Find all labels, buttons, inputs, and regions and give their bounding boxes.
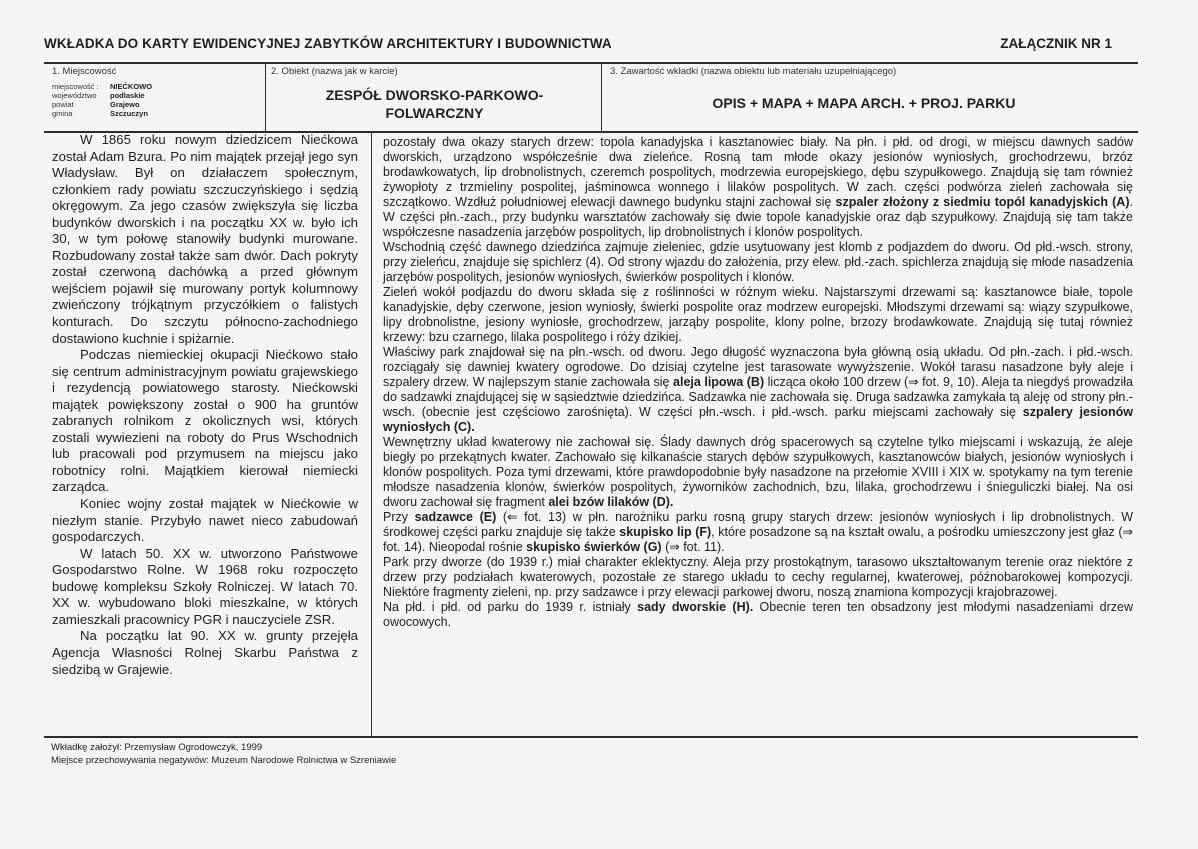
author-line: Wkładkę założył: Przemysław Ogrodowczyk, 1999 (51, 742, 263, 753)
text-run: , które posadzone są na kształt owalu, a pośrodku umieszczony jest głaz (⇒ fot. 14). Nieopodal rośnie (383, 525, 1134, 554)
history-paragraph: Podczas niemieckiej okupacji Niećkowo stało się centrum administracyjnym powiatu grajewskiego i rezydencją powiatowego starosty. Niećkowski majątek powiększony został o 900 ha gruntów zabranych rolnikom z okolicznych wsi, których zostali wywiezieni na roboty do Prus Wschodnich lub pracowali pod przymusem na miejscu jako robotnicy rolni. Majątkiem kierował niemiecki zarządca. (52, 347, 358, 495)
location-row (52, 82, 152, 91)
annex-label: ZAŁĄCZNIK NR 1 (1000, 36, 1112, 51)
park-paragraph (383, 240, 1133, 285)
text-run: Zieleń wokół podjazdu do dworu składa się z roślinności w różnym wieku. Najstarszymi drzewami są: kasztanowce białe, topole kanadyjskie, dęby czerwone, jesion wyniosły, świerki pospolite oraz modrzew europejski. Młodszymi drzewami są: wiązy szypułkowe, lipy drobnolistne, jesiony wyniosłe, grochodrzew, jarząby pospolite, klony polne, brzozy brodawkowate. Znajdują się tutaj również krzewy: bzu czarnego, lilaka pospolitego i róży dzikiej. (383, 285, 1133, 344)
box3-label: 3. Zawartość wkładki (nazwa obiektu lub materiału uzupełniającego) (610, 66, 897, 77)
text-run: Park przy dworze (do 1939 r.) miał charakter eklektyczny. Aleja przy prostokątnym, tarasowo ukształtowanym terenie oraz niektóre z drzew przy podziałach kwaterowych, pozostałe ze starego układu to cechy regularnej, kwaterowej, późnobarokowej kompozycji. Niektóre fragmenty zieleni, np. przy sadzawce i przy elewacji parkowej dworu, noszą znamiona kompozycji krajobrazowej. (383, 555, 1133, 599)
highlighted-feature: skupisko lip (F) (619, 525, 712, 539)
location-key: województwo (52, 91, 97, 100)
text-run: licząca około 100 drzew (⇒ fot. 9, 10). Aleja ta niegdyś prowadziła do sadzawki znajdującej się w sąsiedztwie dziedzińca. Sadzawka nie zachowała się. Druga sadzawka zamykała tą aleję od strony płn.-wsch. (obecnie jest częściowo zarośnięta). W części płn.-wsch. i płd.-wsch. parku miejscami zachowały się (383, 375, 1133, 419)
insert-contents: OPIS + MAPA + MAPA ARCH. + PROJ. PARKU (712, 95, 1016, 111)
location-key: powiat (52, 100, 74, 109)
history-paragraph: W latach 50. XX w. utworzono Państwowe Gospodarstwo Rolne. W 1968 roku rozpoczęto budowę kompleksu Szkoły Rolniczej. W latach 70. XX w. wybudowano bloki mieszkalne, w których zamieszkali pracownicy PGR i nauczyciele ZSR. (52, 545, 358, 627)
text-run: Właściwy park znajdował się na płn.-wsch. od dworu. Jego długość wyznaczona była główną osią układu. Od płn.-zach. i płd.-wsch. rozciągały się dawniej kwatery ogrodowe. Do dzisiaj czytelne jest tarasowate wywyższenie. Wokół tarasu nasadzone były aleje i szpalery drzew. W najlepszym stanie zachowała się (383, 345, 1133, 389)
park-paragraph (383, 435, 1133, 510)
document-title: WKŁADKA DO KARTY EWIDENCYJNEJ ZABYTKÓW ARCHITEKTURY I BUDOWNICTWA (44, 36, 612, 51)
location-row (52, 100, 152, 109)
box2-label: 2. Obiekt (nazwa jak w karcie) (271, 66, 398, 77)
park-description-column (383, 135, 1133, 630)
box1-label: 1. Miejscowość (52, 66, 117, 77)
text-run: (⇐ fot. 13) w płn. narożniku parku rosną grupy starych drzew: jesionów wyniosłych i lip drobnolistnych. W środkowej części parku znajduje się także (383, 510, 1133, 539)
location-row (52, 91, 152, 100)
box-divider-2 (601, 64, 602, 131)
history-paragraph: Na początku lat 90. XX w. grunty przejęła Agencja Własności Rolnej Skarbu Państwa z siedzibą w Grajewie. (52, 628, 358, 677)
text-run: Na płd. i płd. od parku do 1939 r. istniały (383, 600, 638, 614)
location-value: NIEĆKOWO (110, 82, 153, 91)
park-paragraph (383, 600, 1133, 630)
park-paragraph (383, 345, 1133, 435)
highlighted-feature: sady dworskie (H). (637, 600, 754, 614)
object-name-line2: FOLWARCZNY (385, 105, 484, 121)
box-divider-1 (265, 64, 266, 131)
negatives-location-line: Miejsce przechowywania negatywów: Muzeum Narodowe Rolnictwa w Szreniawie (51, 755, 397, 766)
text-run: (⇒ fot. 11). (661, 540, 725, 554)
park-paragraph (383, 135, 1133, 240)
object-name-line1: ZESPÓŁ DWORSKO-PARKOWO- (325, 87, 544, 103)
text-run: . W części płn.-zach., przy budynku warsztatów zachowały się dwie topole kanadyjskie oraz dąb szypułkowy. Znajdują się tam także współczesne nasadzenia jarzębów pospolitych, lip drobnolistnych i klonów pospolitych. (383, 195, 1133, 239)
object-name (268, 86, 601, 122)
footer (51, 741, 396, 767)
location-value: podlaskie (110, 91, 145, 100)
history-column (52, 132, 358, 678)
highlighted-feature: aleja lipowa (B) (673, 375, 765, 389)
text-run: Przy (383, 510, 415, 524)
location-details (52, 82, 152, 118)
top-divider (44, 62, 1138, 64)
column-divider (371, 133, 372, 736)
highlighted-feature: alei bzów lilaków (D). (548, 495, 674, 509)
park-paragraph (383, 555, 1133, 600)
history-paragraph: W 1865 roku nowym dziedzicem Niećkowa został Adam Bzura. Po nim majątek przejął jego syn Władysław. Był on działaczem społecznym, członkiem rady powiatu szczuczyńskiego i sędzią okręgowym. Za jego czasów zwiększyła się liczba budynków dworskich i na początku XX w. było ich 30, w tym połowę stanowiły budynki murowane. Rozbudowany został także sam dwór. Dach pokryty został czerwoną dachówką a przed głównym wejściem pojawił się murowany portyk kolumnowy zwieńczony trójkątnym przyczółkiem o falistych konturach. Do szczytu północno-zachodniego dostawiono kuchnie i spiżarnie. (52, 132, 358, 346)
text-run: Obecnie teren ten obsadzony jest młodymi nasadzeniami drzew owocowych. (383, 600, 1133, 629)
location-key: gmina (52, 109, 73, 118)
history-paragraph: Koniec wojny został majątek w Niećkowie w niezłym stanie. Przybyło nawet nieco zabudowań gospodarczych. (52, 496, 358, 545)
park-paragraph (383, 510, 1133, 555)
location-value: Grajewo (110, 100, 140, 109)
text-run: Wschodnią część dawnego dziedzińca zajmuje zieleniec, gdzie usytuowany jest klomb z podjazdem do dworu. Od płd.-wsch. strony, przy zieleńcu, znajduje się spichlerz (4). Od strony wjazdu do założenia, przy elew. płd.-zach. spichlerza znajdują się młode nasadzenia jarzębów pospolitych, jesionów wyniosłych, świerków pospolitych i klonów. (383, 240, 1133, 284)
park-paragraph (383, 285, 1133, 345)
location-key: miejscowość : (52, 82, 99, 91)
text-run: Wewnętrzny układ kwaterowy nie zachował się. Ślady dawnych dróg spacerowych są czytelne tylko miejscami i wskazują, że aleje biegły po przekątnych kwater. Zachowało się kilkanaście starych dębów szypułkowych, kasztanowców białych, jesionów wyniosłych i klonów pospolitych. Poza tymi drzewami, które prawdopodobnie były nasadzone na przełomie XVIII i XIX w. spotykamy na tym terenie młodsze nasadzenia klonów, świerków pospolitych, żyworników zachodnich, bzu, lilaka, grochodrzewu i śnieguliczki białej. Na osi dworu zachował się fragment (383, 435, 1133, 509)
highlighted-feature: skupisko świerków (G) (526, 540, 662, 554)
text-run: pozostały dwa okazy starych drzew: topola kanadyjska i kasztanowiec biały. Na płn. i płd. od drogi, w miejscu dawnych sadów dworskich, urządzono współcześnie dwa zieleńce. Rosną tam młode okazy jesionów wyniosłych, grochodrzewu, brzóz brodawkowatych, lip drobnolistnych, czeremch pospolitych, modrzewia europejskiego, dębu szypułkowego. Znajdują się tam również żywopłoty z trzmieliny pospolitej, jaśminowca wonnego i lilaków pospolitych. W zach. części podwórza zieleń zachowała się szczątkowo. Wzdłuż południowej elewacji dawnego budynku stajni zachował się (383, 135, 1133, 209)
highlighted-feature: szpaler złożony z siedmiu topól kanadyjskich (A) (835, 195, 1130, 209)
location-row (52, 109, 152, 118)
footer-divider (44, 736, 1138, 738)
location-value: Szczuczyn (110, 109, 148, 118)
highlighted-feature: sadzawce (E) (414, 510, 497, 524)
highlighted-feature: szpalery jesionów wyniosłych (C). (383, 405, 1134, 434)
